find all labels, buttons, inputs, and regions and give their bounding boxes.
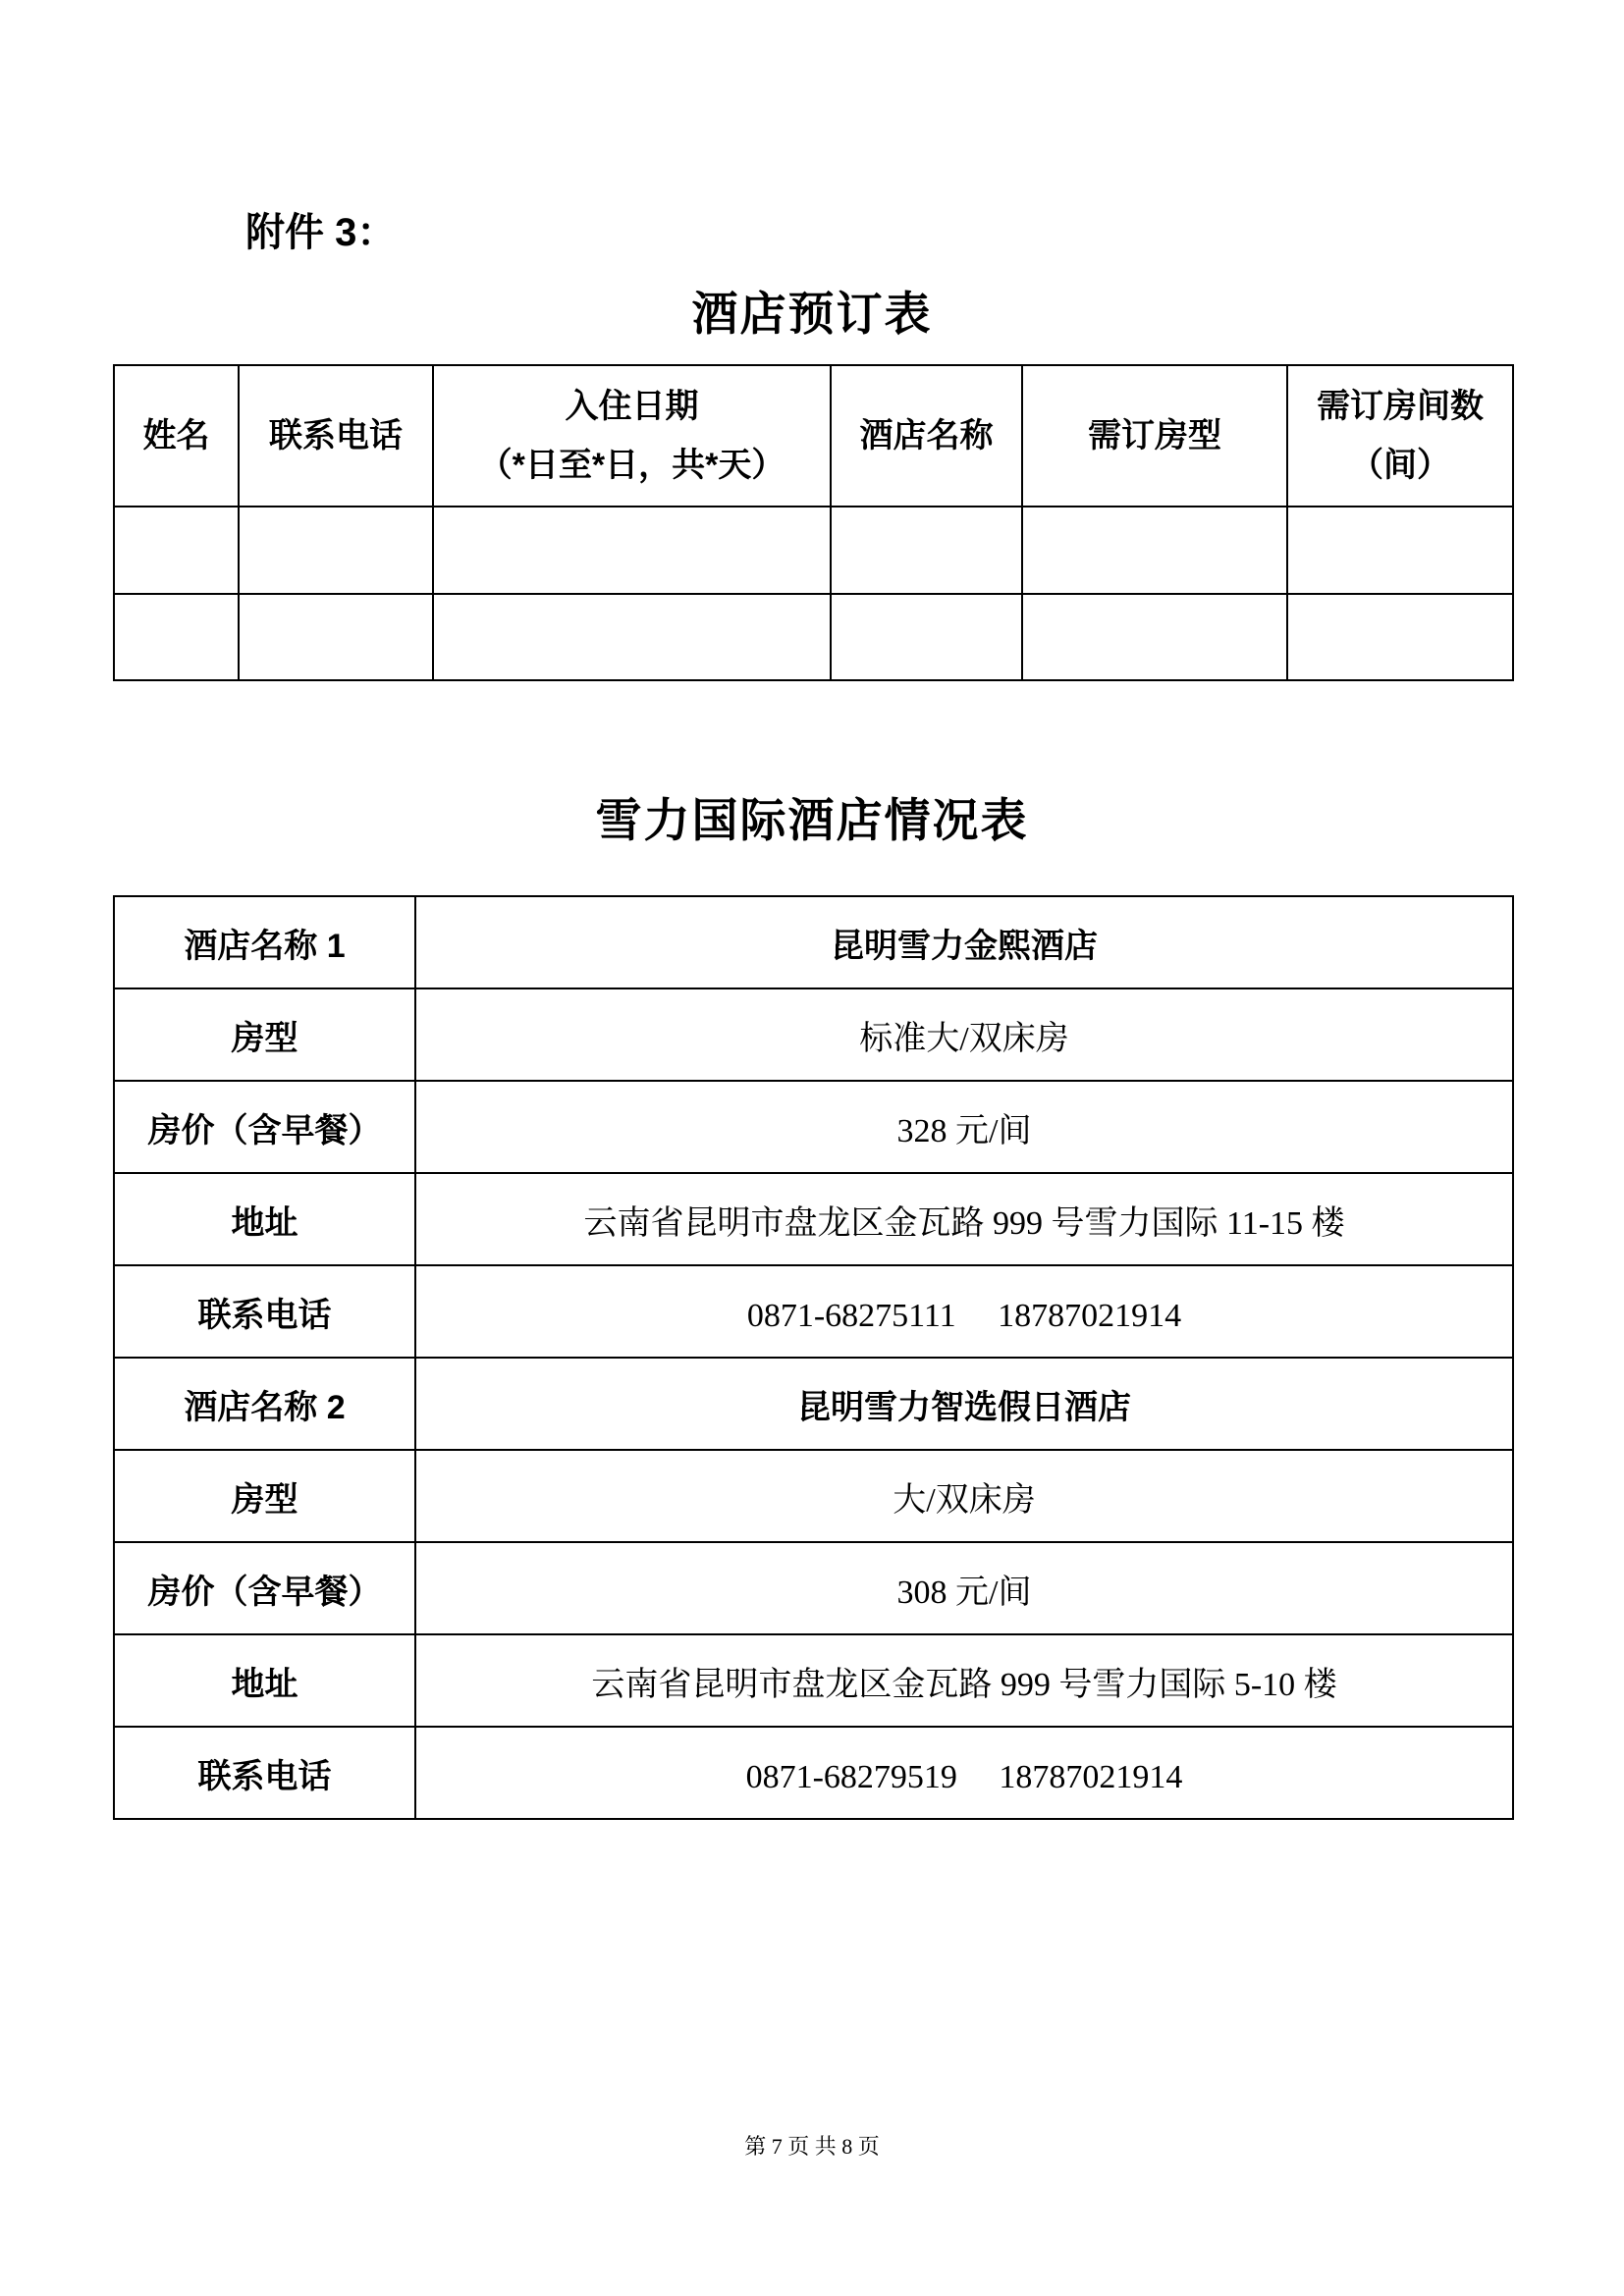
row-value: 308 元/间 xyxy=(415,1542,1513,1634)
table-row-hotel-name-2 xyxy=(114,1358,1513,1450)
booking-empty-row xyxy=(114,594,1513,680)
table-row-address-2 xyxy=(114,1634,1513,1727)
table-row-phone-2 xyxy=(114,1727,1513,1819)
header-checkin-note: （*日至*日，共*天） xyxy=(478,447,785,484)
header-cell-room-count xyxy=(1287,365,1513,507)
row-label: 房型 xyxy=(114,1450,415,1542)
row-value: 0871-68279519 18787021914 xyxy=(415,1727,1513,1819)
hotel-info-table-title: 雪力国际酒店情况表 xyxy=(595,796,1029,847)
row-label: 酒店名称 2 xyxy=(114,1358,415,1450)
row-label: 联系电话 xyxy=(114,1265,415,1358)
empty-cell xyxy=(114,594,239,680)
page-number-footer: 第 7 页 共 8 页 xyxy=(744,2134,880,2159)
row-value: 328 元/间 xyxy=(415,1081,1513,1173)
empty-cell xyxy=(239,594,433,680)
row-label: 房价（含早餐） xyxy=(114,1542,415,1634)
row-label: 酒店名称 1 xyxy=(114,896,415,988)
row-value: 昆明雪力金熙酒店 xyxy=(415,896,1513,988)
row-value: 标准大/双床房 xyxy=(415,988,1513,1081)
header-cell-phone xyxy=(239,365,433,507)
booking-empty-row xyxy=(114,507,1513,594)
table-row-hotel-name-1 xyxy=(114,896,1513,988)
header-room-count-unit: （间） xyxy=(1350,447,1450,484)
empty-cell xyxy=(1022,507,1287,594)
empty-cell xyxy=(433,594,831,680)
row-value: 云南省昆明市盘龙区金瓦路 999 号雪力国际 11-15 楼 xyxy=(415,1173,1513,1265)
header-cell-name xyxy=(114,365,239,507)
row-label: 地址 xyxy=(114,1173,415,1265)
header-cell-checkin-date xyxy=(433,365,831,507)
row-value: 大/双床房 xyxy=(415,1450,1513,1542)
booking-table-header-row xyxy=(114,365,1513,507)
attachment-label: 附件 3： xyxy=(245,211,397,254)
row-label: 联系电话 xyxy=(114,1727,415,1819)
booking-table-title: 酒店预订表 xyxy=(691,290,933,341)
empty-cell xyxy=(433,507,831,594)
table-row-address-1 xyxy=(114,1173,1513,1265)
empty-cell xyxy=(114,507,239,594)
table-row-price-1 xyxy=(114,1081,1513,1173)
row-value: 云南省昆明市盘龙区金瓦路 999 号雪力国际 5-10 楼 xyxy=(415,1634,1513,1727)
empty-cell xyxy=(239,507,433,594)
row-label: 房价（含早餐） xyxy=(114,1081,415,1173)
empty-cell xyxy=(1287,594,1513,680)
row-value: 昆明雪力智选假日酒店 xyxy=(415,1358,1513,1450)
table-row-room-type-2 xyxy=(114,1450,1513,1542)
header-cell-hotel-name xyxy=(831,365,1022,507)
table-row-price-2 xyxy=(114,1542,1513,1634)
header-name-label: 姓名 xyxy=(142,417,210,454)
empty-cell xyxy=(831,594,1022,680)
hotel-info-table xyxy=(113,895,1514,1820)
table-row-phone-1 xyxy=(114,1265,1513,1358)
empty-cell xyxy=(1022,594,1287,680)
empty-cell xyxy=(831,507,1022,594)
header-cell-room-type xyxy=(1022,365,1287,507)
header-room-count-label: 需订房间数 xyxy=(1317,388,1484,425)
empty-cell xyxy=(1287,507,1513,594)
header-phone-label: 联系电话 xyxy=(269,417,403,454)
row-label: 房型 xyxy=(114,988,415,1081)
header-checkin-label: 入住日期 xyxy=(565,388,699,425)
header-room-type-label: 需订房型 xyxy=(1088,417,1221,454)
row-label: 地址 xyxy=(114,1634,415,1727)
row-value: 0871-68275111 18787021914 xyxy=(415,1265,1513,1358)
table-row-room-type-1 xyxy=(114,988,1513,1081)
header-hotel-label: 酒店名称 xyxy=(859,417,994,454)
booking-table xyxy=(113,364,1514,681)
